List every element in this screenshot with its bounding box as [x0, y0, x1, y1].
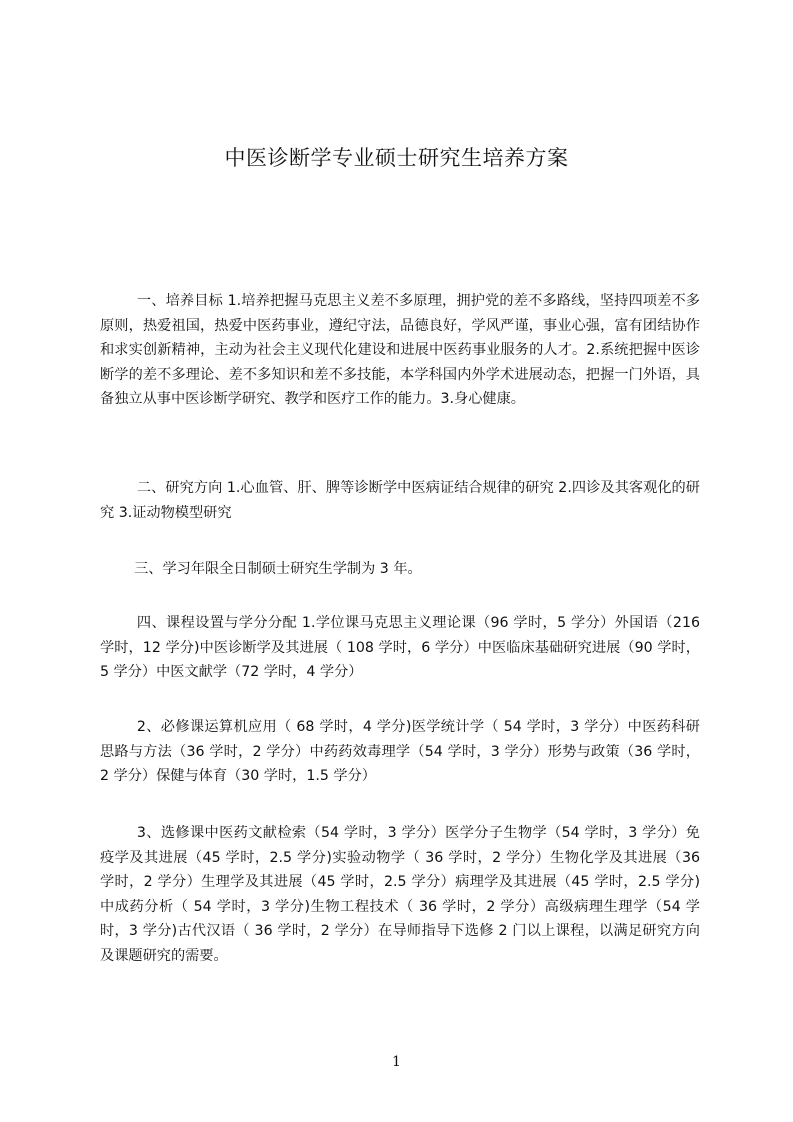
document-title: 中医诊断学专业硕士研究生培养方案 — [224, 146, 569, 170]
section-elective-courses: 3、选修课中医药文献检索（54 学时，3 学分）医学分子生物学（54 学时，3 学分）免疫学及其进展（45 学时，2.5 学分)实验动物学（ 36 学时，2 学分）生物化学及其进展（36 学时，2 学分）生理学及其进展（45 学时，2.5 学分）病理学及其进展（45 学时，2.5 学分)中成药分析（ 54 学时，3 学分)生物工程技术（ 36 学时，2 学分）高级病理生理学（54 学时，3 学分)古代汉语（ 36 学时，2 学分）在导师指导下选修 2 门以上课程，以满足研究方向及课题研究的需要。 — [100, 825, 700, 964]
page-number: 1 — [392, 1054, 401, 1070]
section-training-objectives: 一、培养目标 1.培养把握马克思主义差不多原理，拥护党的差不多路线，坚持四项差不多原则，热爱祖国，热爱中医药事业，遵纪守法，品德良好，学风严谨，事业心强，富有团结协作和求实创新精神，主动为社会主义现代化建设和进展中医药事业服务的人才。2.系统把握中医诊断学的差不多理论、差不多知识和差不多技能，本学科国内外学术进展动态，把握一门外语，具备独立从事中医诊断学研究、教学和医疗工作的能力。3.身心健康。 — [100, 293, 700, 407]
section-study-duration: 三、学习年限全日制硕士研究生学制为 3 年。 — [134, 561, 422, 577]
section-degree-courses: 四、课程设置与学分分配 1.学位课马克思主义理论课（96 学时，5 学分）外国语（216 学时，12 学分)中医诊断学及其进展（ 108 学时，6 学分）中医临床基础研究进展（90 学时，5 学分）中医文献学（72 学时，4 学分） — [100, 615, 700, 680]
section-research-directions: 二、研究方向 1.心血管、肝、脾等诊断学中医病证结合规律的研究 2.四诊及其客观化的研究 3.证动物模型研究 — [100, 480, 700, 521]
section-required-courses: 2、必修课运算机应用（ 68 学时，4 学分)医学统计学（ 54 学时，3 学分）中医药科研思路与方法（36 学时，2 学分）中药药效毒理学（54 学时，3 学分）形势与政策（36 学时，2 学分）保健与体育（30 学时，1.5 学分） — [100, 719, 700, 784]
